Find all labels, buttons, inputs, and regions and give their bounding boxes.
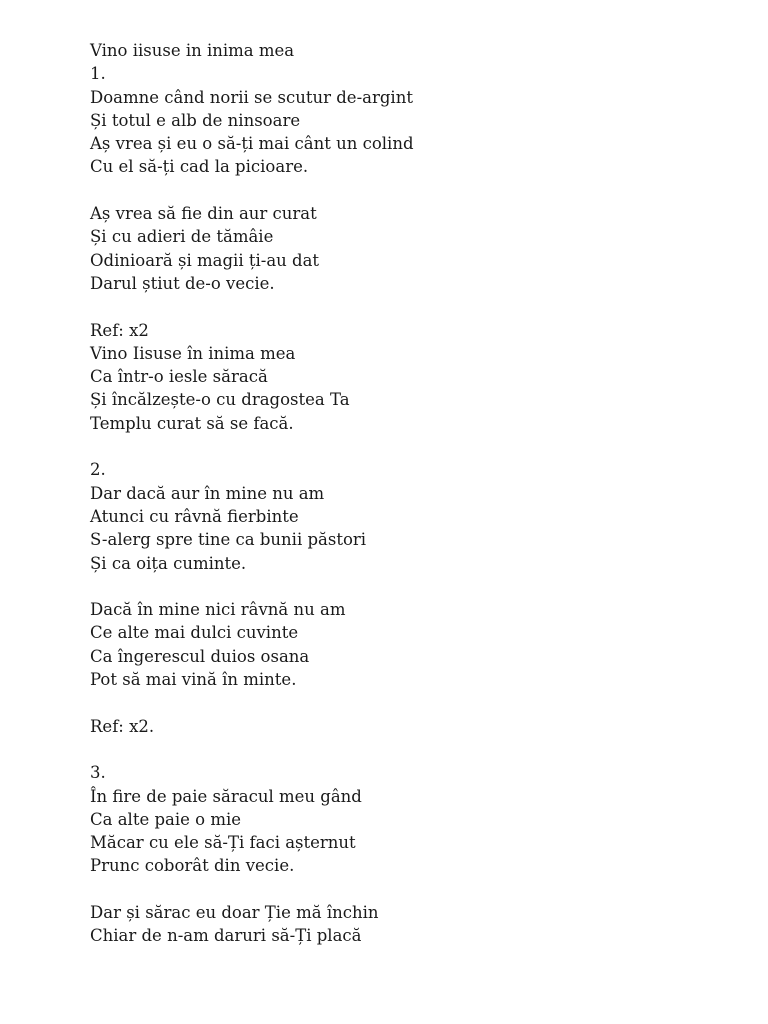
lyric-line: Dacă în mine nici râvnă nu am — [90, 600, 346, 620]
stanza-spacer — [90, 691, 730, 714]
refrain-marker: Ref: x2. — [90, 716, 155, 736]
refrain-marker: Ref: x2 — [90, 320, 149, 340]
lyric-line: Prunc coborât din vecie. — [90, 856, 295, 876]
stanza-spacer — [90, 179, 730, 202]
stanza-5 — [90, 761, 730, 877]
stanza-spacer — [90, 435, 730, 458]
lyric-line: Odinioară și magii ți-au dat — [90, 250, 320, 270]
song-lyrics-page — [90, 39, 730, 948]
refrain — [90, 319, 730, 435]
stanza-4 — [90, 598, 730, 691]
lyric-line: Aș vrea și eu o să-ți mai cânt un colind — [90, 134, 414, 154]
stanza-spacer — [90, 878, 730, 901]
stanza-spacer — [90, 295, 730, 318]
stanza-spacer — [90, 738, 730, 761]
lyric-line: Și încălzește-o cu dragostea Ta — [90, 390, 350, 410]
lyric-line: Vino Iisuse în inima mea — [90, 343, 296, 363]
lyric-line: Și cu adieri de tămâie — [90, 227, 274, 247]
lyric-line: Ca alte paie o mie — [90, 809, 242, 829]
song-title: Vino iisuse in inima mea — [90, 41, 295, 60]
lyric-line: Ca într-o iesle săracă — [90, 367, 268, 387]
verse-number: 3. — [90, 763, 106, 783]
lyric-line: Măcar cu ele să-Ți faci așternut — [90, 833, 356, 853]
verse-number: 1. — [90, 64, 106, 84]
lyric-line: Atunci cu râvnă fierbinte — [90, 506, 299, 526]
stanza-6 — [90, 901, 730, 948]
lyric-line: Și ca oița cuminte. — [90, 553, 247, 573]
lyric-line: S-alerg spre tine ca bunii păstori — [90, 530, 367, 550]
verse-number: 2. — [90, 460, 106, 480]
stanza-3 — [90, 458, 730, 574]
lyric-line: Doamne când norii se scutur de-argint — [90, 87, 413, 107]
lyric-line: Ca îngerescul duios osana — [90, 646, 310, 666]
lyric-line: Darul știut de-o vecie. — [90, 273, 275, 293]
stanza-1 — [90, 86, 730, 179]
lyric-line: Ce alte mai dulci cuvinte — [90, 623, 299, 643]
lyric-line: Și totul e alb de ninsoare — [90, 110, 301, 130]
lyric-line: Chiar de n-am daruri să-Ți placă — [90, 926, 362, 946]
lyric-line: Aș vrea să fie din aur curat — [90, 204, 317, 224]
stanza-spacer — [90, 575, 730, 598]
lyric-line: Pot să mai vină în minte. — [90, 670, 297, 690]
lyric-line: Cu el să-ți cad la picioare. — [90, 157, 309, 177]
refrain-repeat — [90, 715, 730, 738]
lyric-line: În fire de paie săracul meu gând — [90, 786, 362, 806]
lyric-line: Templu curat să se facă. — [90, 413, 294, 433]
lyric-line: Dar dacă aur în mine nu am — [90, 483, 325, 503]
stanza-2 — [90, 202, 730, 295]
lyric-line: Dar și sărac eu doar Ție mă închin — [90, 902, 379, 922]
